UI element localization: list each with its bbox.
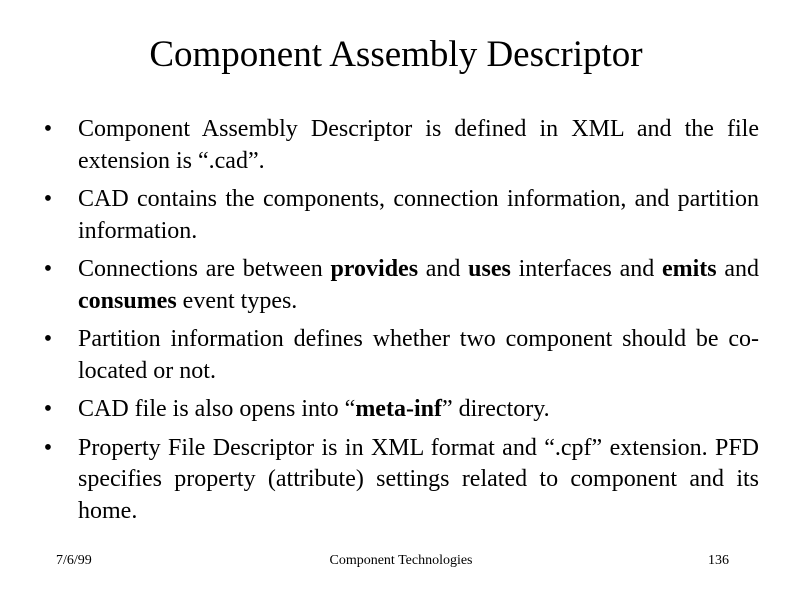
footer-date: 7/6/99 — [56, 553, 92, 568]
bullet-item — [43, 254, 760, 317]
footer-title: Component Technologies — [329, 553, 473, 568]
bullet-segment: ” directory. — [441, 396, 550, 422]
bullet-segment: CAD contains the components, connection information, and partition information. — [78, 186, 759, 244]
bullet-segment: interfaces and — [510, 256, 662, 282]
bullet-text — [78, 396, 550, 422]
bullet-item — [43, 394, 759, 426]
bullet-dot-icon: • — [43, 396, 53, 422]
page-number: 136 — [708, 553, 729, 568]
bullet-dot-icon: • — [43, 434, 53, 461]
bullet-segment-bold: consumes — [78, 287, 177, 314]
bullet-item — [43, 324, 759, 387]
slide-title: Component Assembly Descriptor — [149, 34, 643, 75]
bullet-text — [78, 435, 759, 524]
bullet-segment-bold: meta-inf — [355, 396, 442, 422]
bullet-text — [78, 256, 759, 314]
bullet-segment-bold: uses — [468, 256, 511, 282]
bullet-segment-bold: provides — [330, 256, 419, 282]
bullet-dot-icon: • — [43, 116, 53, 142]
bullet-segment: Property File Descriptor is in XML format and “.cpf” extension. PFD specifies property (attribute) settings related to component and its home. — [78, 434, 759, 524]
bullet-segment: Component Assembly Descriptor is defined in XML and the file extension is “.cad”. — [78, 116, 759, 174]
bullet-text — [78, 116, 759, 174]
bullet-segment: Partition information defines whether two component should be co-located or not. — [78, 326, 759, 384]
bullet-item — [43, 184, 759, 247]
bullet-segment: and — [716, 256, 760, 282]
bullet-text — [78, 186, 759, 244]
bullet-dot-icon: • — [43, 256, 53, 282]
bullet-segment: event types. — [176, 287, 298, 314]
bullet-segment: CAD file is also opens into “ — [78, 396, 356, 422]
bullet-text — [78, 326, 759, 384]
bullet-list — [0, 114, 800, 527]
bullet-segment-bold: emits — [661, 256, 717, 282]
bullet-segment: Connections are between — [78, 256, 331, 282]
bullet-dot-icon: • — [43, 186, 53, 212]
bullet-item — [43, 433, 759, 528]
bullet-dot-icon: • — [43, 326, 53, 352]
bullet-segment: and — [418, 256, 469, 282]
bullet-item — [43, 114, 759, 177]
